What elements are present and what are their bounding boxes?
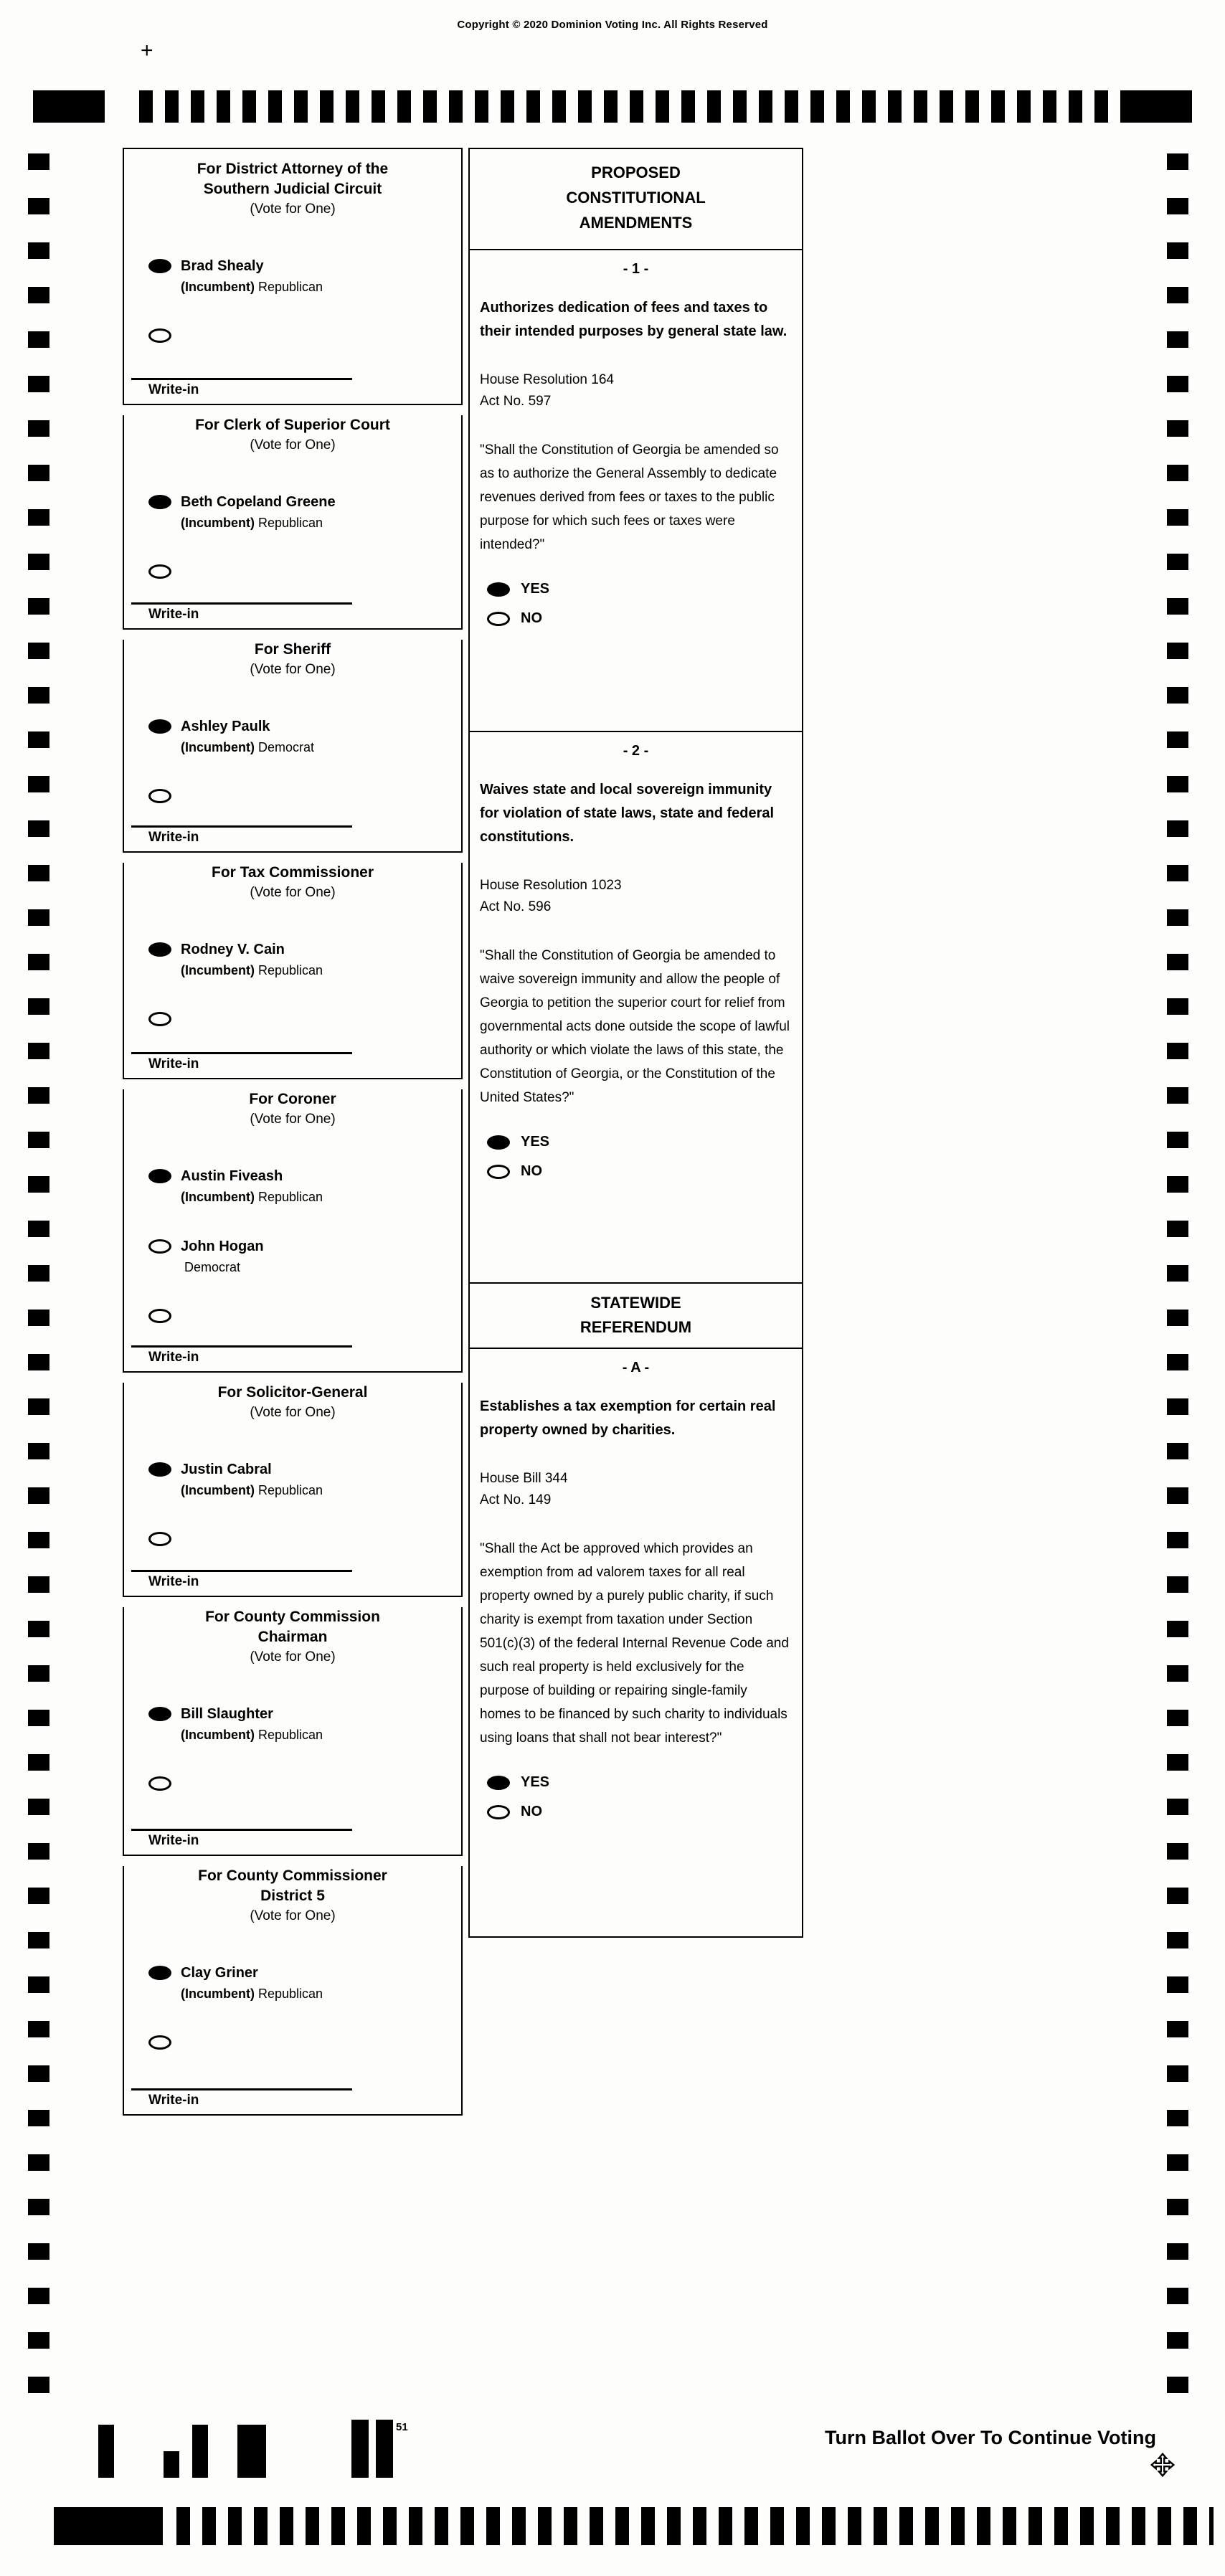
vote-oval-empty[interactable] xyxy=(148,1776,171,1791)
sheet-mark: 51 xyxy=(396,2421,408,2433)
measures-column xyxy=(468,148,803,1938)
measure-summary: Authorizes dedication of fees and taxes to their intended purposes by general state law. xyxy=(480,300,788,339)
race-clerk-superior-court xyxy=(123,415,463,630)
ballot-code-bar xyxy=(164,2451,179,2478)
vote-for-instruction: (Vote for One) xyxy=(250,202,336,217)
write-in-label: Write-in xyxy=(148,607,199,622)
vote-for-instruction: (Vote for One) xyxy=(250,1908,336,1923)
vote-for-instruction: (Vote for One) xyxy=(250,1405,336,1420)
write-in-oval-row xyxy=(124,564,461,582)
measure-amendment-1 xyxy=(470,260,802,732)
race-county-commission-chairman xyxy=(123,1607,463,1856)
write-in-area[interactable] xyxy=(131,602,352,622)
candidate-row xyxy=(124,257,461,295)
write-in-line xyxy=(131,378,352,380)
write-in-oval-row xyxy=(124,1532,461,1550)
measure-number: - 1 - xyxy=(623,261,649,277)
measure-number: - 2 - xyxy=(623,743,649,759)
measure-summary: Waives state and local sovereign immunity for violation of state laws, state and federal constitutions. xyxy=(480,782,775,845)
race-title: For District Attorney of the Southern Judicial Circuit xyxy=(197,161,389,197)
vote-oval-empty[interactable] xyxy=(148,564,171,579)
candidate-name: Beth Copeland Greene xyxy=(181,494,336,510)
candidate-name: Clay Griner xyxy=(181,1965,258,1981)
vote-oval-filled[interactable] xyxy=(148,1462,171,1477)
race-tax-commissioner xyxy=(123,863,463,1079)
measure-options xyxy=(480,581,792,627)
write-in-area[interactable] xyxy=(131,2088,352,2108)
measure-amendment-2 xyxy=(470,742,802,1284)
write-in-label: Write-in xyxy=(148,1056,199,1071)
vote-oval-filled[interactable] xyxy=(148,1966,171,1980)
candidate-row xyxy=(124,1705,461,1743)
race-county-commissioner-district-5 xyxy=(123,1866,463,2116)
write-in-label: Write-in xyxy=(148,1350,199,1365)
option-yes: YES xyxy=(487,1134,792,1150)
write-in-line xyxy=(131,602,352,605)
candidate-row xyxy=(124,493,461,531)
race-title: For County Commission Chairman xyxy=(205,1609,380,1645)
candidate-detail: (Incumbent) Republican xyxy=(181,516,323,530)
vote-oval-empty[interactable] xyxy=(148,2035,171,2050)
measure-summary: Establishes a tax exemption for certain real property owned by charities. xyxy=(480,1398,776,1438)
candidate-name: Brad Shealy xyxy=(181,258,264,274)
candidate-row xyxy=(124,1964,461,2002)
vote-oval-filled[interactable] xyxy=(487,1776,510,1790)
measure-options xyxy=(480,1134,792,1180)
vote-oval-filled[interactable] xyxy=(148,259,171,273)
write-in-area[interactable] xyxy=(131,1829,352,1849)
option-no: NO xyxy=(487,610,792,627)
vote-for-instruction: (Vote for One) xyxy=(250,1649,336,1665)
referendum-header: STATEWIDE REFERENDUM xyxy=(470,1284,802,1349)
vote-oval-empty[interactable] xyxy=(148,789,171,803)
option-no: NO xyxy=(487,1804,792,1820)
measure-reference: House Resolution 164 Act No. 597 xyxy=(480,372,614,409)
measure-question: "Shall the Act be approved which provides an exemption from ad valorem taxes for all real property owned by a purely public charity, if such charity is exempt from taxation under Section 501(c)(3) of the federal Internal Revenue Code and such real property is held exclusively for the purpose of building or repairing single-family homes to be financed by such charity to individuals using loans that shall not bear interest?" xyxy=(480,1541,789,1746)
vote-oval-empty[interactable] xyxy=(487,612,510,626)
race-district-attorney xyxy=(123,148,463,405)
vote-oval-filled[interactable] xyxy=(148,942,171,957)
write-in-label: Write-in xyxy=(148,1574,199,1589)
vote-for-instruction: (Vote for One) xyxy=(250,885,336,900)
measures-box xyxy=(468,148,803,1938)
vote-oval-filled[interactable] xyxy=(148,1707,171,1721)
write-in-label: Write-in xyxy=(148,1833,199,1848)
measure-question: "Shall the Constitution of Georgia be amended so as to authorize the General Assembly to dedicate revenues derived from fees or taxes to the public purpose for which such fees or taxes were intended?" xyxy=(480,442,779,552)
write-in-label: Write-in xyxy=(148,2093,199,2108)
measure-referendum-a xyxy=(470,1359,802,1936)
vote-oval-filled[interactable] xyxy=(148,1169,171,1183)
amendments-header: PROPOSED CONSTITUTIONAL AMENDMENTS xyxy=(470,149,802,250)
write-in-area[interactable] xyxy=(131,378,352,398)
write-in-area[interactable] xyxy=(131,825,352,846)
write-in-oval-row xyxy=(124,1309,461,1327)
race-title: For Clerk of Superior Court xyxy=(195,417,390,433)
candidate-row xyxy=(124,1460,461,1499)
ballot-code-bar xyxy=(376,2420,393,2478)
candidate-row xyxy=(124,717,461,756)
vote-oval-filled[interactable] xyxy=(148,719,171,734)
vote-oval-empty[interactable] xyxy=(148,1239,171,1254)
timing-mark-column-right xyxy=(1167,153,1188,2412)
candidate-name: Justin Cabral xyxy=(181,1462,272,1477)
candidate-row xyxy=(124,940,461,979)
vote-oval-empty[interactable] xyxy=(487,1805,510,1819)
option-yes: YES xyxy=(487,581,792,597)
write-in-line xyxy=(131,1829,352,1831)
timing-mark-block-top-right xyxy=(1120,90,1192,123)
option-no: NO xyxy=(487,1163,792,1180)
registration-plus-mark: + xyxy=(141,39,153,62)
option-yes: YES xyxy=(487,1774,792,1791)
candidate-name: Austin Fiveash xyxy=(181,1168,283,1184)
candidate-name: Ashley Paulk xyxy=(181,719,270,734)
race-title: For County Commissioner District 5 xyxy=(198,1867,387,1904)
write-in-line xyxy=(131,1345,352,1348)
write-in-line xyxy=(131,1570,352,1572)
write-in-line xyxy=(131,2088,352,2090)
write-in-oval-row xyxy=(124,2035,461,2053)
measure-options xyxy=(480,1774,792,1820)
race-sheriff xyxy=(123,640,463,853)
write-in-label: Write-in xyxy=(148,382,199,397)
measure-number: - A - xyxy=(622,1360,650,1375)
vote-for-instruction: (Vote for One) xyxy=(250,437,336,453)
candidate-detail: (Incumbent) Republican xyxy=(181,963,323,977)
race-title: For Coroner xyxy=(249,1091,336,1107)
candidate-detail: (Incumbent) Republican xyxy=(181,1190,323,1204)
candidate-detail: (Incumbent) Republican xyxy=(181,1728,323,1742)
write-in-label: Write-in xyxy=(148,830,199,845)
race-title: For Solicitor-General xyxy=(217,1384,368,1401)
continue-cross-icon xyxy=(1150,2453,1175,2477)
write-in-line xyxy=(131,1052,352,1054)
candidate-detail: Democrat xyxy=(184,1260,241,1274)
timing-mark-row-bottom xyxy=(176,2507,1214,2545)
write-in-area[interactable] xyxy=(131,1345,352,1365)
turn-ballot-over-instruction: Turn Ballot Over To Continue Voting xyxy=(825,2427,1156,2448)
candidate-row xyxy=(124,1167,461,1206)
measure-reference: House Resolution 1023 Act No. 596 xyxy=(480,878,622,914)
race-title: For Tax Commissioner xyxy=(212,864,374,881)
write-in-area[interactable] xyxy=(131,1052,352,1072)
candidate-detail: (Incumbent) Republican xyxy=(181,1987,323,2001)
vote-oval-empty[interactable] xyxy=(148,1012,171,1026)
write-in-oval-row xyxy=(124,789,461,807)
candidate-name: John Hogan xyxy=(181,1239,264,1254)
race-coroner xyxy=(123,1089,463,1373)
timing-mark-block-bottom-left xyxy=(54,2507,163,2545)
ballot-code-bar xyxy=(192,2425,208,2478)
vote-oval-filled[interactable] xyxy=(148,495,171,509)
vote-oval-empty[interactable] xyxy=(487,1165,510,1179)
vote-oval-empty[interactable] xyxy=(148,1532,171,1546)
vote-oval-empty[interactable] xyxy=(148,328,171,343)
candidate-name: Bill Slaughter xyxy=(181,1706,273,1722)
timing-mark-block-top-left xyxy=(33,90,105,123)
ballot-code-bar xyxy=(237,2425,266,2478)
timing-mark-column-left xyxy=(28,153,49,2412)
write-in-line xyxy=(131,825,352,828)
ballot-code-bar xyxy=(98,2425,114,2478)
write-in-oval-row xyxy=(124,1776,461,1794)
candidate-detail: (Incumbent) Democrat xyxy=(181,740,315,754)
vote-oval-empty[interactable] xyxy=(148,1309,171,1323)
copyright-line: Copyright © 2020 Dominion Voting Inc. All Rights Reserved xyxy=(457,19,768,31)
candidate-name: Rodney V. Cain xyxy=(181,942,285,957)
race-solicitor-general xyxy=(123,1383,463,1597)
candidate-row xyxy=(124,1237,461,1276)
vote-for-instruction: (Vote for One) xyxy=(250,662,336,677)
candidate-detail: (Incumbent) Republican xyxy=(181,280,323,294)
vote-oval-filled[interactable] xyxy=(487,582,510,597)
vote-oval-filled[interactable] xyxy=(487,1135,510,1150)
candidate-detail: (Incumbent) Republican xyxy=(181,1483,323,1497)
ballot-code-bar xyxy=(351,2420,369,2478)
race-title: For Sheriff xyxy=(254,641,331,658)
measure-reference: House Bill 344 Act No. 149 xyxy=(480,1471,568,1507)
timing-mark-row-top xyxy=(139,90,1115,123)
write-in-oval-row xyxy=(124,328,461,346)
measure-question: "Shall the Constitution of Georgia be amended to waive sovereign immunity and allow the people of Georgia to petition the superior court for relief from governmental acts done outside the scope of lawful authority or which violate the laws of this state, the Constitution of Georgia, or the Constitution of the United States?" xyxy=(480,948,790,1105)
vote-for-instruction: (Vote for One) xyxy=(250,1112,336,1127)
write-in-oval-row xyxy=(124,1012,461,1030)
contests-column xyxy=(123,148,463,2116)
write-in-area[interactable] xyxy=(131,1570,352,1590)
